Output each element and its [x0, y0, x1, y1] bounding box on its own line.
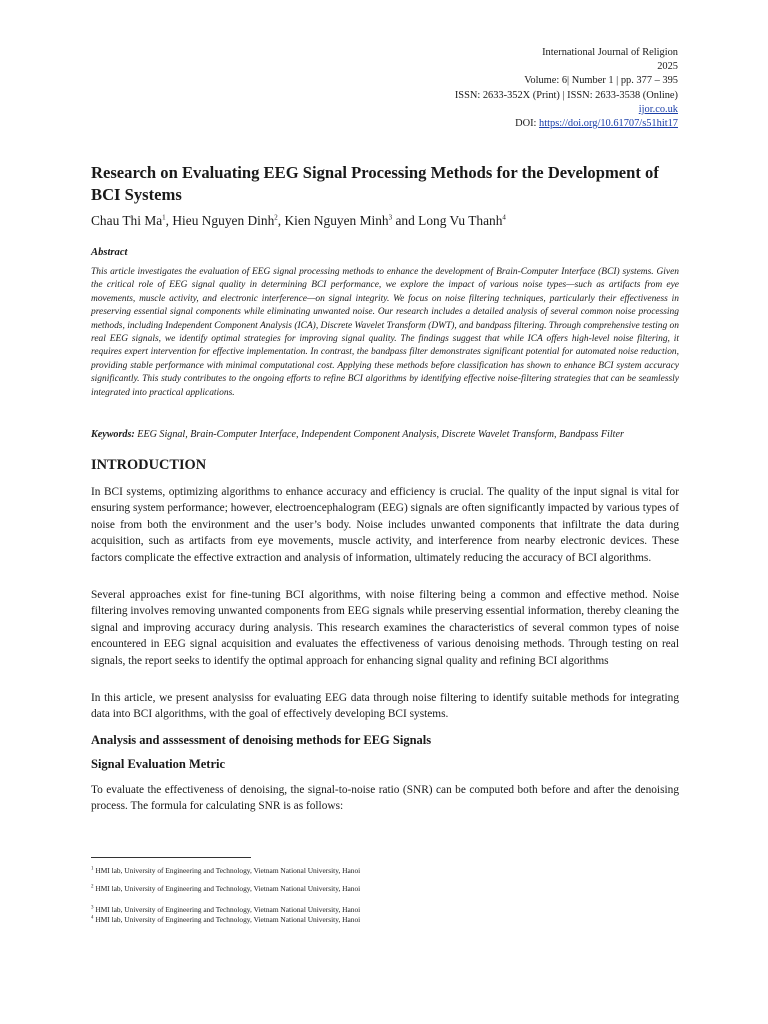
author-affiliation-marker: 2 — [274, 213, 278, 222]
footnote — [91, 905, 360, 914]
author-separator: , — [165, 213, 173, 228]
abstract-text: This article investigates the evaluation of EEG signal processing methods to enhance the development of Brain-Computer Interface (BCI) systems. Given the critical role of EEG signal quality in determining BCI performance, we explore the impact of various noise types—such as artifacts from eye movements, muscle activity, and electronic interference—on signal integrity. We focus on noise filtering techniques, particularly their effectiveness in preserving essential signal components while eliminating unwanted noise. Our research includes a detailed analysis of several common noise processing methods, including Independent Component Analysis (ICA), Discrete Wavelet Transform (DWT), and bandpass filtering. Through comprehensive testing on real EEG signals, we identify optimal strategies for improving signal quality. The findings suggest that while ICA offers high-level noise filtering, it requires expert intervention for effective implementation. In contrast, the bandpass filter demonstrates significant potential for automated noise reduction, providing stable performance with minimal computational cost. Applying these methods before classification has shown to enhance BCI system accuracy significantly. This study contributes to the ongoing efforts to refine BCI algorithms by identifying effective noise-filtering strategies that can be seamlessly integrated into practical applications. — [91, 267, 679, 398]
footnote-text: HMI lab, University of Engineering and Technology, Vietnam National University, Hanoi — [95, 905, 361, 914]
keywords-list: EEG Signal, Brain-Computer Interface, Independent Component Analysis, Discrete Wavelet Transform, Bandpass Filter — [137, 429, 624, 440]
abstract-heading: Abstract — [91, 247, 128, 258]
section-heading-analysis: Analysis and asssessment of denoising methods for EEG Signals — [91, 733, 432, 747]
footnote-number: 3 — [91, 905, 94, 911]
doi-label: DOI: — [515, 118, 537, 130]
author-name: Long Vu Thanh — [418, 213, 503, 228]
journal-masthead — [455, 46, 678, 131]
section-heading-introduction: INTRODUCTION — [91, 457, 207, 473]
keywords-line — [91, 429, 691, 440]
footnote-text: HMI lab, University of Engineering and Technology, Vietnam National University, Hanoi — [95, 915, 361, 924]
author-name: Kien Nguyen Minh — [284, 213, 389, 228]
intro-paragraph-2: Several approaches exist for fine-tuning BCI algorithms, with noise filtering being a common and effective method. Noise filtering involves removing unwanted components from EEG signals while preserving essential information, thereby cleaning the signal and improving accuracy during analysis. This research examines the characteristics of several common types of noise encountered in EEG signal acquisition and evaluates the effectiveness of various denoising methods. Through testing on real signals, the report seeks to identify the optimal approach for enhancing signal quality and refining BCI algorithms — [91, 589, 679, 667]
journal-volume: Volume: 6| Number 1 | pp. 377 – 395 — [524, 75, 678, 87]
author-list — [91, 213, 691, 229]
metric-paragraph: To evaluate the effectiveness of denoising, the signal-to-noise ratio (SNR) can be computed both before and after the denoising process. The formula for calculating SNR is as follows: — [91, 784, 679, 813]
journal-name: International Journal of Religion — [542, 47, 678, 58]
intro-paragraph-1: In BCI systems, optimizing algorithms to enhance accuracy and efficiency is crucial. The quality of the input signal is vital for ensuring system performance; however, electroencephalogram (EEG) signals are often significantly impacted by various types of noise from both the environment and the user’s body. Noise includes unwanted components that infiltrate the data during acquisition, such as artifacts from eye movements, muscle activity, and interference from nearby electronic devices. These factors complicate the effective extraction and analysis of information, ultimately reducing the accuracy of BCI algorithms. — [91, 486, 679, 564]
author-separator: and — [392, 213, 419, 228]
intro-paragraph-3: In this article, we present analysiss for evaluating EEG data through noise filtering to identify suitable methods for integrating data into BCI algorithms, with the goal of effectively developing BCI systems. — [91, 692, 679, 721]
author-name: Chau Thi Ma — [91, 213, 163, 228]
footnote-text: HMI lab, University of Engineering and Technology, Vietnam National University, Hanoi — [95, 884, 361, 893]
footnote-divider — [91, 857, 251, 858]
footnote — [91, 915, 360, 924]
journal-issn: ISSN: 2633-352X (Print) | ISSN: 2633-3538 (Online) — [454, 89, 678, 101]
footnote-text: HMI lab, University of Engineering and Technology, Vietnam National University, Hanoi — [95, 866, 361, 875]
footnote-number: 2 — [91, 884, 94, 890]
journal-website-link[interactable]: ijor.co.uk — [638, 103, 678, 115]
author-separator: , — [277, 213, 285, 228]
footnote — [91, 884, 360, 893]
footnote-number: 4 — [91, 915, 94, 921]
author-name: Hieu Nguyen Dinh — [172, 213, 275, 228]
journal-year: 2025 — [657, 61, 678, 73]
keywords-label: Keywords: — [91, 429, 135, 440]
article-title: Research on Evaluating EEG Signal Processing Methods for the Development of BCI Systems — [91, 163, 659, 204]
footnote-number: 1 — [91, 866, 94, 872]
doi-line — [455, 117, 678, 131]
author-affiliation-marker: 4 — [502, 213, 506, 222]
author-affiliation-marker: 3 — [388, 213, 393, 222]
author-affiliation-marker: 1 — [162, 213, 166, 222]
footnote — [91, 866, 360, 875]
section-heading-metric: Signal Evaluation Metric — [91, 757, 226, 771]
doi-link[interactable]: https://doi.org/10.61707/s51hit17 — [539, 118, 678, 130]
